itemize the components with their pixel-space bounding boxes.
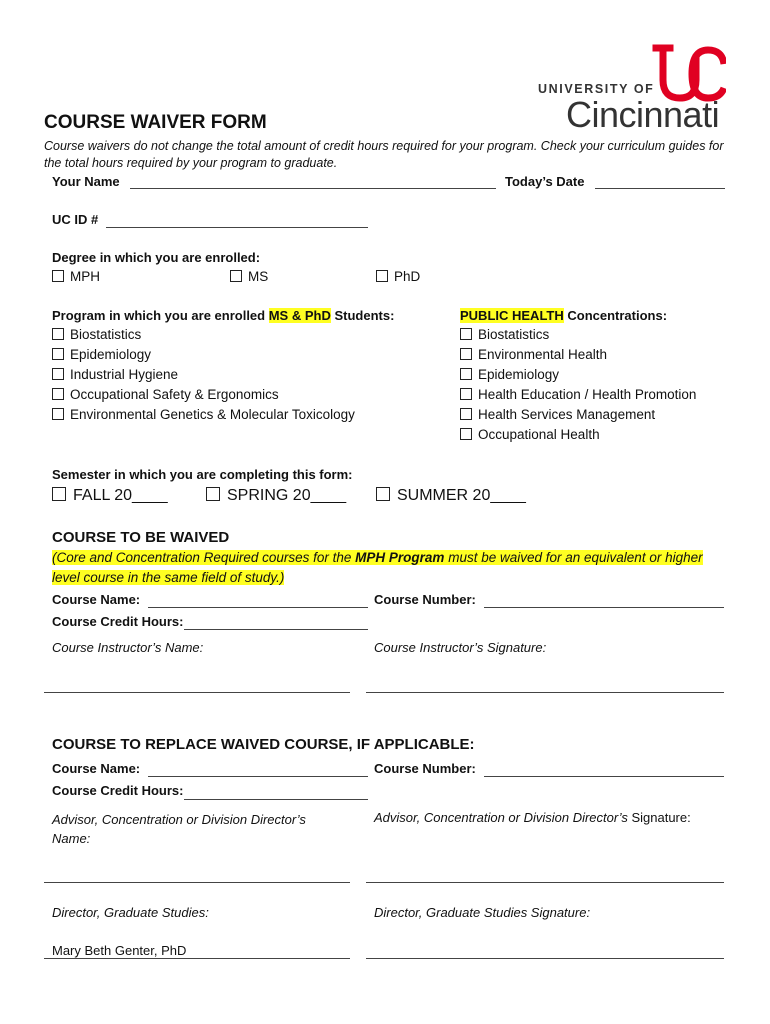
checkbox-icon (52, 270, 64, 282)
checkbox-icon (52, 388, 64, 400)
ph-health-services-checkbox[interactable]: Health Services Management (460, 405, 696, 425)
checkbox-icon (230, 270, 242, 282)
replace-heading: COURSE TO REPLACE WAIVED COURSE, IF APPLICABLE: (52, 736, 475, 753)
replace-course-name-label: Course Name: (52, 761, 141, 776)
checkbox-icon (52, 408, 64, 420)
replace-course-number-field[interactable] (484, 776, 724, 777)
waived-course-name-label: Course Name: (52, 592, 141, 607)
checkbox-icon (52, 328, 64, 340)
uc-id-label: UC ID # (52, 212, 99, 227)
program-industrial-hygiene-checkbox[interactable]: Industrial Hygiene (52, 365, 355, 385)
checkbox-icon (460, 388, 472, 400)
checkbox-icon (52, 487, 66, 501)
logo-cincinnati: Cincinnati (566, 94, 720, 135)
uc-logo (538, 44, 728, 134)
ph-concentrations-label: PUBLIC HEALTH Concentrations: (460, 308, 668, 323)
degree-ms-checkbox[interactable]: MS (230, 267, 268, 287)
waived-credit-hours-field[interactable] (184, 629, 368, 630)
waived-heading: COURSE TO BE WAIVED (52, 529, 230, 546)
semester-fall-checkbox[interactable]: FALL 20____ (52, 487, 168, 505)
checkbox-icon (460, 328, 472, 340)
checkbox-icon (460, 408, 472, 420)
degree-label: Degree in which you are enrolled: (52, 250, 261, 265)
director-signature-label: Director, Graduate Studies Signature: (374, 905, 591, 920)
your-name-field[interactable] (130, 188, 496, 189)
ph-environmental-health-checkbox[interactable]: Environmental Health (460, 345, 696, 365)
ph-epidemiology-checkbox[interactable]: Epidemiology (460, 365, 696, 385)
instructor-name-field[interactable] (44, 692, 350, 693)
advisor-signature-label: Advisor, Concentration or Division Director’s Signature: (374, 810, 691, 825)
checkbox-icon (460, 348, 472, 360)
checkbox-icon (376, 487, 390, 501)
checkbox-icon (52, 368, 64, 380)
waived-note: (Core and Concentration Required courses for the MPH Program must be waived for an equivalent or higher level course in the same field of study.) (52, 550, 703, 585)
program-label: Program in which you are enrolled MS & PhD Students: (52, 308, 395, 323)
checkbox-icon (460, 368, 472, 380)
waived-course-number-label: Course Number: (374, 592, 476, 607)
semester-label: Semester in which you are completing this form: (52, 467, 353, 482)
director-name-field[interactable] (44, 958, 350, 959)
your-name-label: Your Name (52, 174, 120, 189)
semester-spring-checkbox[interactable]: SPRING 20____ (206, 487, 346, 505)
waived-course-number-field[interactable] (484, 607, 724, 608)
checkbox-icon (376, 270, 388, 282)
ms-phd-program-list (52, 325, 355, 425)
advisor-signature-field[interactable] (366, 882, 724, 883)
logo-university-of: UNIVERSITY OF (538, 82, 655, 96)
waived-credit-hours-label: Course Credit Hours: (52, 614, 184, 629)
uc-id-field[interactable] (106, 227, 368, 228)
checkbox-icon (460, 428, 472, 440)
program-biostatistics-checkbox[interactable]: Biostatistics (52, 325, 355, 345)
form-title: COURSE WAIVER FORM (44, 112, 267, 133)
ph-health-education-checkbox[interactable]: Health Education / Health Promotion (460, 385, 696, 405)
intro-text: Course waivers do not change the total amount of credit hours required for your program. Check your curriculum guides for the total hours required by your program to graduate. (44, 139, 724, 170)
replace-course-name-field[interactable] (148, 776, 368, 777)
advisor-name-field[interactable] (44, 882, 350, 883)
replace-credit-hours-label: Course Credit Hours: (52, 783, 184, 798)
program-occupational-safety-checkbox[interactable]: Occupational Safety & Ergonomics (52, 385, 355, 405)
ph-concentration-list (460, 325, 696, 445)
todays-date-label: Today’s Date (505, 174, 585, 189)
todays-date-field[interactable] (595, 188, 725, 189)
replace-credit-hours-field[interactable] (184, 799, 368, 800)
director-label: Director, Graduate Studies: (52, 905, 209, 920)
director-signature-field[interactable] (366, 958, 724, 959)
advisor-name-label: Advisor, Concentration or Division Director’s Name: (52, 812, 306, 846)
degree-phd-checkbox[interactable]: PhD (376, 267, 420, 287)
waived-course-name-field[interactable] (148, 607, 368, 608)
program-epidemiology-checkbox[interactable]: Epidemiology (52, 345, 355, 365)
checkbox-icon (206, 487, 220, 501)
program-env-genetics-checkbox[interactable]: Environmental Genetics & Molecular Toxicology (52, 405, 355, 425)
semester-summer-checkbox[interactable]: SUMMER 20____ (376, 487, 526, 505)
checkbox-icon (52, 348, 64, 360)
ph-occupational-health-checkbox[interactable]: Occupational Health (460, 425, 696, 445)
instructor-signature-label: Course Instructor’s Signature: (374, 640, 547, 655)
instructor-signature-field[interactable] (366, 692, 724, 693)
ph-biostatistics-checkbox[interactable]: Biostatistics (460, 325, 696, 345)
director-name: Mary Beth Genter, PhD (52, 943, 187, 958)
degree-mph-checkbox[interactable]: MPH (52, 267, 100, 287)
replace-course-number-label: Course Number: (374, 761, 476, 776)
instructor-name-label: Course Instructor’s Name: (52, 640, 204, 655)
